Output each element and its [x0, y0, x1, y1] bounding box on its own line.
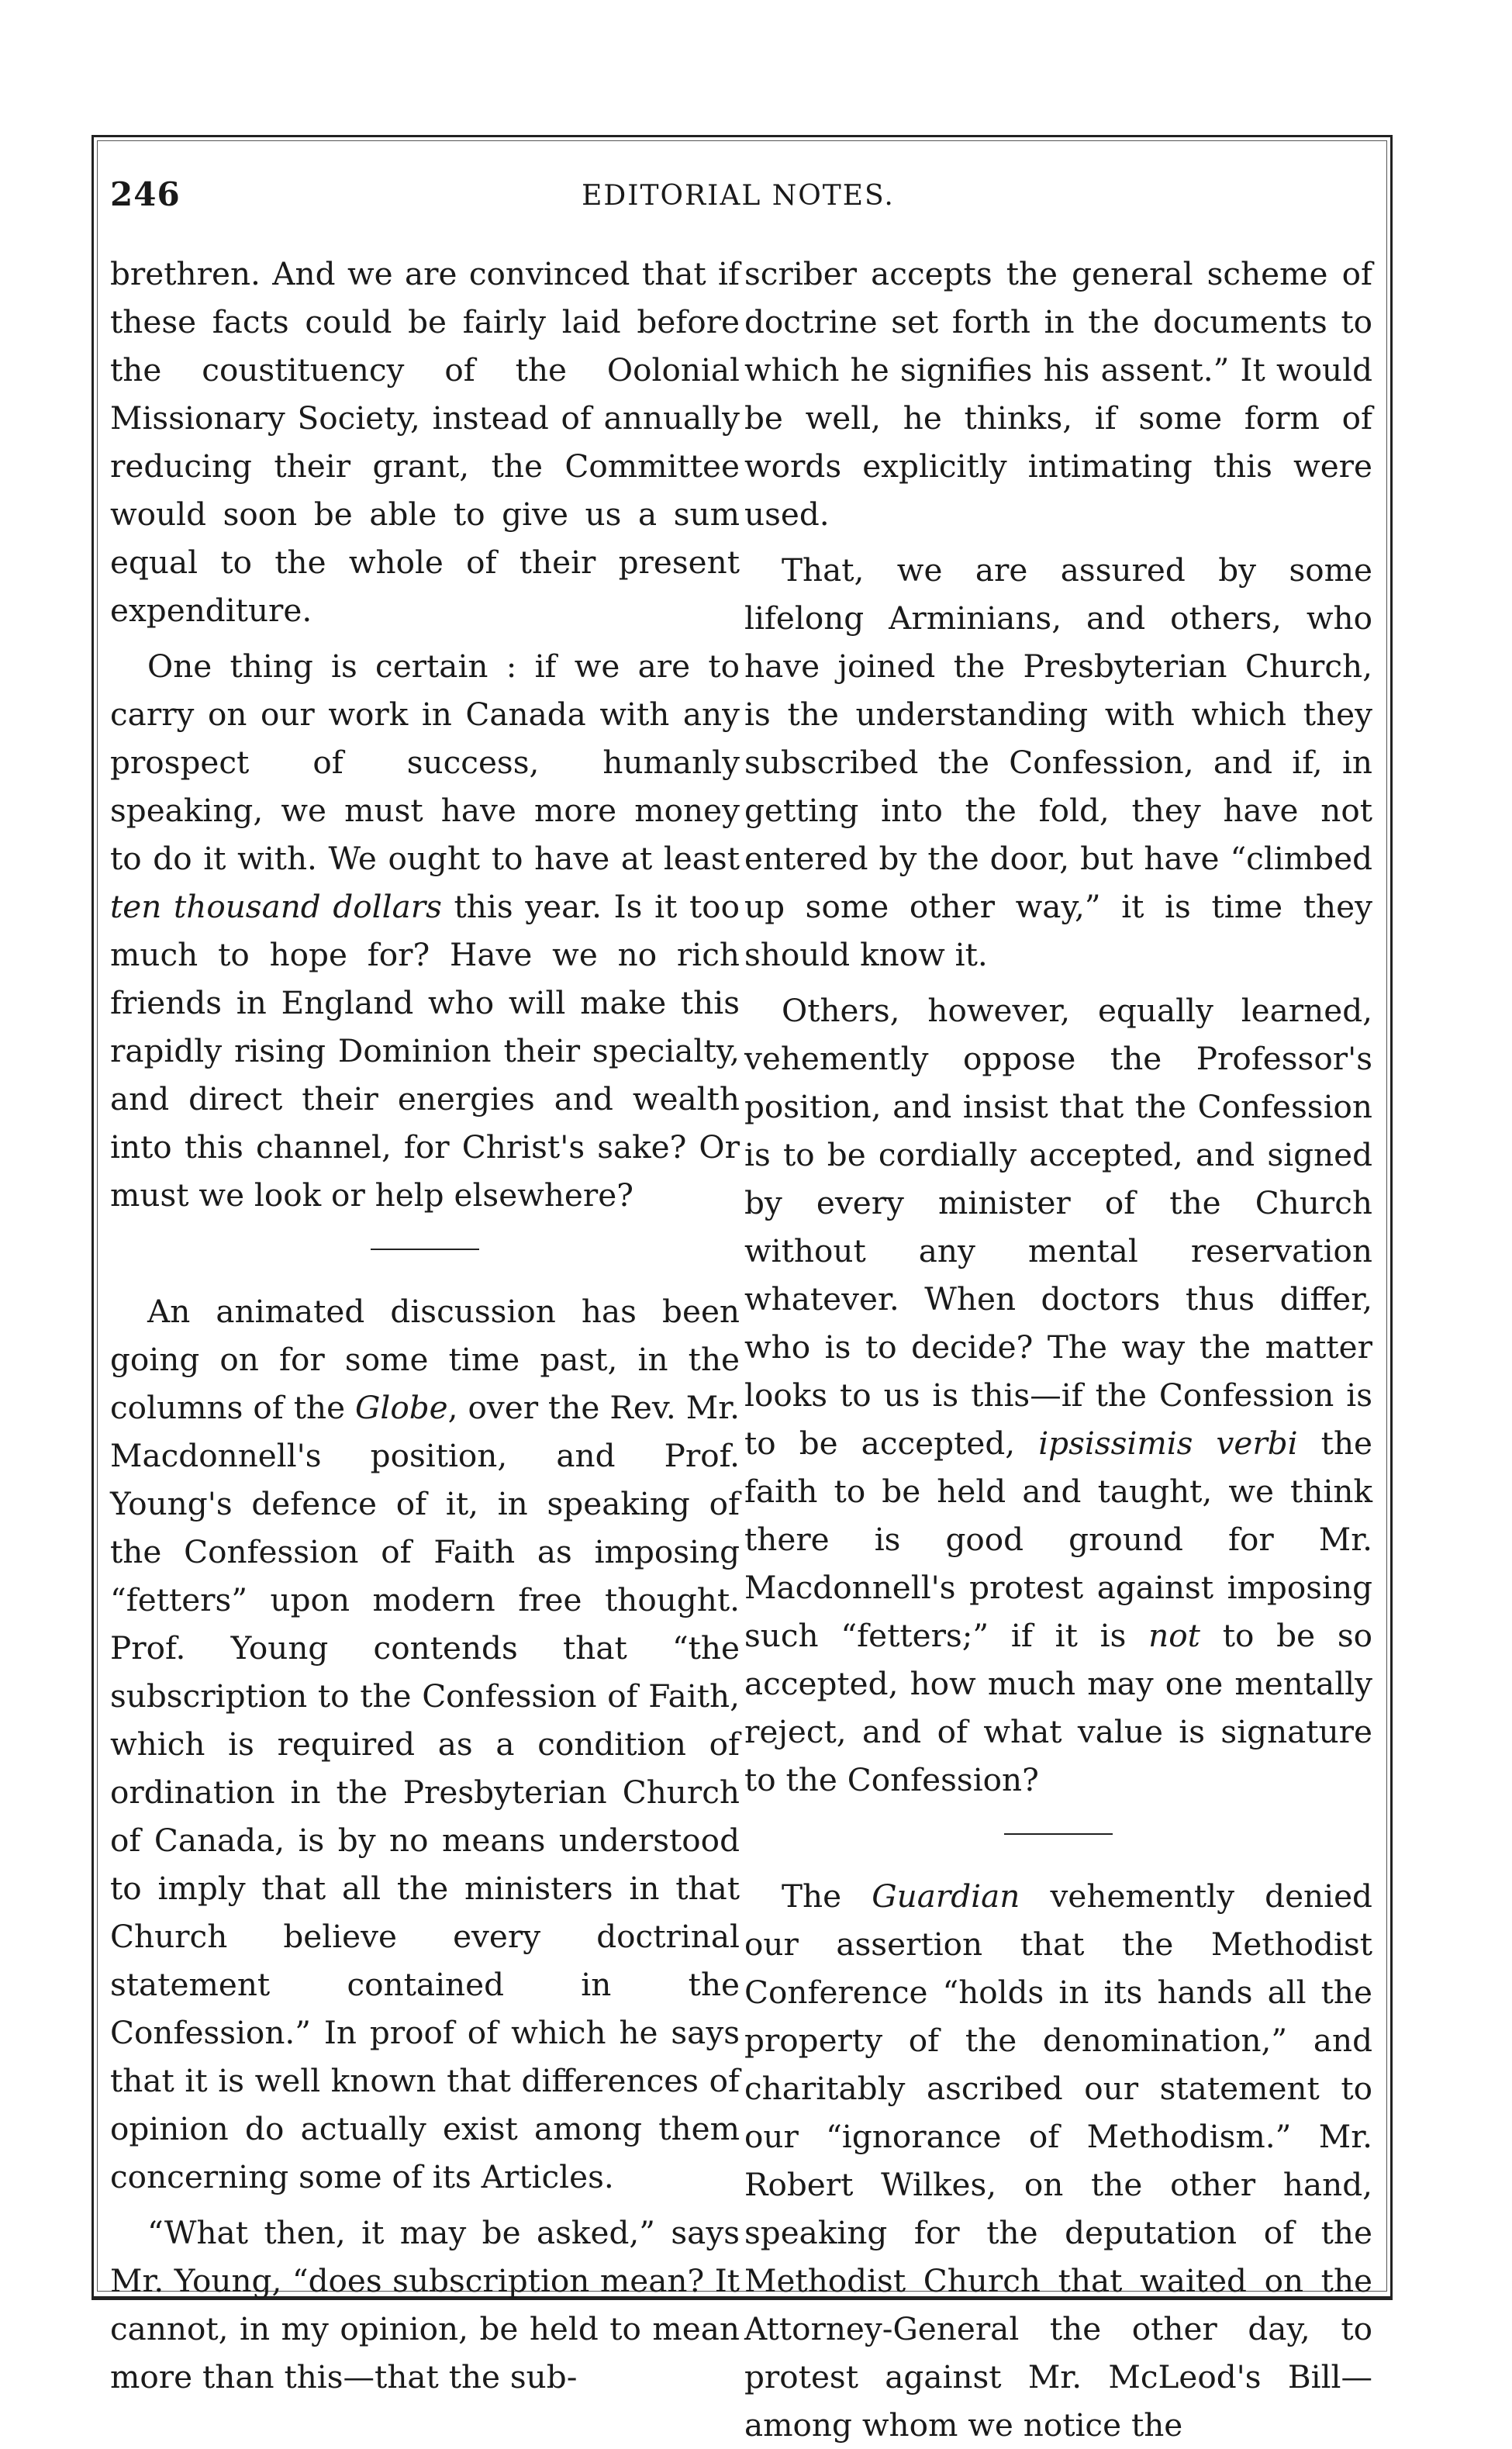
paragraph: brethren. And we are convinced that if these facts could be fairly laid before the coustituency of the Oolonial Missionary Society, instead of annually reducing their grant, the Committee would soon be able to give us a sum equal to the whole of their present expenditure. — [110, 255, 740, 629]
paragraph: “What then, it may be asked,” says Mr. Young, “does subscription mean? It cannot, in my opinion, be held to mean more than this—that the sub- — [110, 2214, 740, 2395]
italic-text: Globe — [355, 1389, 448, 1426]
paragraph: scriber accepts the general scheme of doctrine set forth in the documents to which he signifies his assent.” It would be well, he thinks, if some form of words explicitly intimating this were used. — [744, 255, 1372, 533]
text-run: The — [782, 1877, 872, 1915]
text-run: An animated discussion has been going on for some time past, in the columns of the — [110, 1293, 740, 1426]
paragraph — [110, 642, 740, 1219]
left-column — [110, 250, 740, 2401]
paragraph — [744, 986, 1372, 1804]
text-run: Others, however, equally learned, vehemently oppose the Professor's position, and insist that the Confession is to be cordially accepted, and signed by every minister of the Church without any mental reservation whatever. When doctors thus differ, who is to decide? The way the matter looks to us is this—if the Confession is to be accepted, — [744, 992, 1372, 1462]
section-divider — [1004, 1833, 1113, 1835]
paragraph — [110, 1287, 740, 2201]
page-header — [110, 175, 1366, 230]
italic-text: not — [1148, 1617, 1200, 1654]
paragraph: That, we are assured by some lifelong Arminians, and others, who have joined the Presbyterian Church, is the understanding with which they subscribed the Confession, and if, in getting into the fold, they have not entered by the door, but have “climbed up some other way,” it is time they should know it. — [744, 551, 1372, 973]
italic-text: ipsissimis verbi — [1038, 1425, 1298, 1462]
text-run: vehemently denied our assertion that the Methodist Conference “holds in its hands all the property of the denomination,” and charitably ascribed our statement to our “ignorance of Methodism.” Mr. Robert Wilkes, on the other hand, speaking for the deputation of the Methodist Church that waited on the Attorney-General the other day, to protest against Mr. McLeod's Bill—among whom we notice the — [744, 1877, 1372, 2444]
section-divider — [371, 1249, 479, 1250]
text-run: the faith to be held and taught, we think there is good ground for Mr. Macdonnell's protest against imposing such “fetters;” if it is — [744, 1425, 1372, 1654]
text-run: to be so accepted, how much may one mentally reject, and of what value is signature to the Confession? — [744, 1617, 1372, 1798]
italic-text: Guardian — [872, 1877, 1020, 1915]
right-column — [744, 250, 1372, 2449]
italic-text: ten thousand dollars — [110, 888, 442, 925]
text-run: One thing is certain : if we are to carry on our work in Canada with any prospect of success, humanly speaking, we must have more money to do it with. We ought to have at least — [110, 648, 740, 877]
text-run: this year. Is it too much to hope for? Have we no rich friends in England who will make this rapidly rising Dominion their specialty, and direct their energies and wealth into this channel, for Christ's sake? Or must we look or help elsewhere? — [110, 888, 740, 1214]
page-number: 246 — [110, 175, 181, 213]
running-title: EDITORIAL NOTES. — [582, 180, 895, 212]
text-run: , over the Rev. Mr. Macdonnell's position, and Prof. Young's defence of it, in speaking of the Confession of Faith as imposing “fetters” upon modern free thought. Prof. Young contends that “the subscription to the Confession of Faith, which is required as a condition of ordination in the Presbyterian Church of Canada, is by no means understood to imply that all the ministers in that Church believe every doctrinal statement contained in the Confession.” In proof of which he says that it is well known that differences of opinion do actually exist among them concerning some of its Articles. — [110, 1389, 740, 2195]
paragraph — [744, 1872, 1372, 2449]
